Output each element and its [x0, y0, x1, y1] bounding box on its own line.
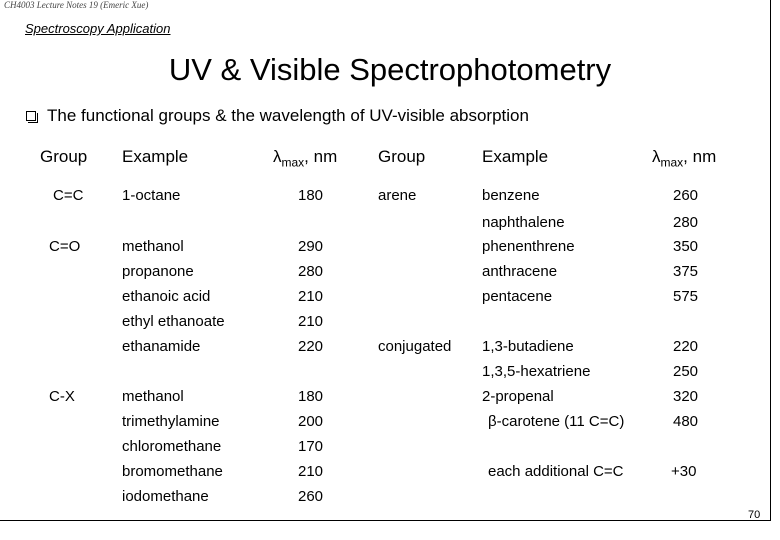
lambda-symbol: λ	[652, 147, 661, 166]
right-lambda-cell: 220	[673, 338, 699, 355]
header-group-right: Group	[378, 147, 426, 166]
left-group-cell: C-X	[49, 388, 75, 405]
right-lambda-cell: 280	[673, 214, 699, 231]
left-lambda-cell: 290	[298, 238, 324, 255]
header-lambda-left	[273, 147, 337, 169]
left-lambda-cell: 220	[298, 338, 324, 355]
right-example-cell: benzene	[482, 187, 540, 204]
left-lambda-cell: 210	[298, 288, 324, 305]
lambda-subscript: max	[660, 155, 684, 170]
left-example-cell: methanol	[122, 238, 184, 255]
lambda-symbol: λ	[273, 147, 282, 166]
left-example-cell: methanol	[122, 388, 184, 405]
left-lambda-cell: 210	[298, 313, 324, 330]
left-lambda-cell: 200	[298, 413, 324, 430]
right-group-cell: arene	[378, 187, 417, 204]
right-lambda-cell: 350	[673, 238, 699, 255]
left-group-cell: C=O	[49, 238, 81, 255]
right-example-cell: pentacene	[482, 288, 553, 305]
page-number: 70	[748, 509, 761, 521]
left-group-cell: C=C	[53, 187, 84, 204]
left-lambda-cell: 280	[298, 263, 324, 280]
header-lambda-right	[652, 147, 716, 169]
right-example-cell: naphthalene	[482, 214, 565, 231]
right-lambda-cell: 575	[673, 288, 699, 305]
left-lambda-cell: 180	[298, 388, 324, 405]
header-example-right: Example	[482, 147, 549, 166]
right-group-cell: conjugated	[378, 338, 452, 355]
slide-border-right	[770, 0, 771, 520]
right-example-cell: each additional C=C	[488, 463, 624, 480]
right-lambda-cell: +30	[671, 463, 697, 480]
left-example-cell: ethyl ethanoate	[122, 313, 225, 330]
right-lambda-cell: 250	[673, 363, 699, 380]
right-example-cell: 2-propenal	[482, 388, 554, 405]
left-lambda-cell: 260	[298, 488, 324, 505]
slide-title: UV & Visible Spectrophotometry	[168, 52, 612, 87]
right-example-cell: phenenthrene	[482, 238, 575, 255]
header-group-left: Group	[40, 147, 88, 166]
slide-subtitle: The functional groups & the wavelength of UV-visible absorption	[47, 106, 529, 125]
left-lambda-cell: 180	[298, 187, 324, 204]
slide-border-bottom	[0, 520, 771, 521]
right-example-cell: 1,3-butadiene	[482, 338, 574, 355]
left-example-cell: ethanoic acid	[122, 288, 211, 305]
left-example-cell: propanone	[122, 263, 194, 280]
right-lambda-cell: 480	[673, 413, 699, 430]
right-lambda-cell: 375	[673, 263, 699, 280]
bullet-icon	[26, 111, 36, 121]
left-example-cell: 1-octane	[122, 187, 181, 204]
right-lambda-cell: 260	[673, 187, 699, 204]
left-example-cell: trimethylamine	[122, 413, 220, 430]
left-lambda-cell: 210	[298, 463, 324, 480]
right-example-cell: anthracene	[482, 263, 558, 280]
right-example-cell: 1,3,5-hexatriene	[482, 363, 591, 380]
left-lambda-cell: 170	[298, 438, 324, 455]
left-example-cell: chloromethane	[122, 438, 222, 455]
header-example-left: Example	[122, 147, 189, 166]
right-lambda-cell: 320	[673, 388, 699, 405]
right-example-cell: β-carotene (11 C=C)	[488, 413, 625, 430]
lambda-unit: , nm	[304, 147, 338, 166]
lambda-subscript: max	[281, 155, 305, 170]
left-example-cell: bromomethane	[122, 463, 223, 480]
left-example-cell: ethanamide	[122, 338, 201, 355]
header-note: CH4003 Lecture Notes 19 (Emeric Xue)	[4, 0, 149, 10]
lambda-unit: , nm	[683, 147, 717, 166]
left-example-cell: iodomethane	[122, 488, 209, 505]
section-label: Spectroscopy Application	[25, 21, 171, 36]
